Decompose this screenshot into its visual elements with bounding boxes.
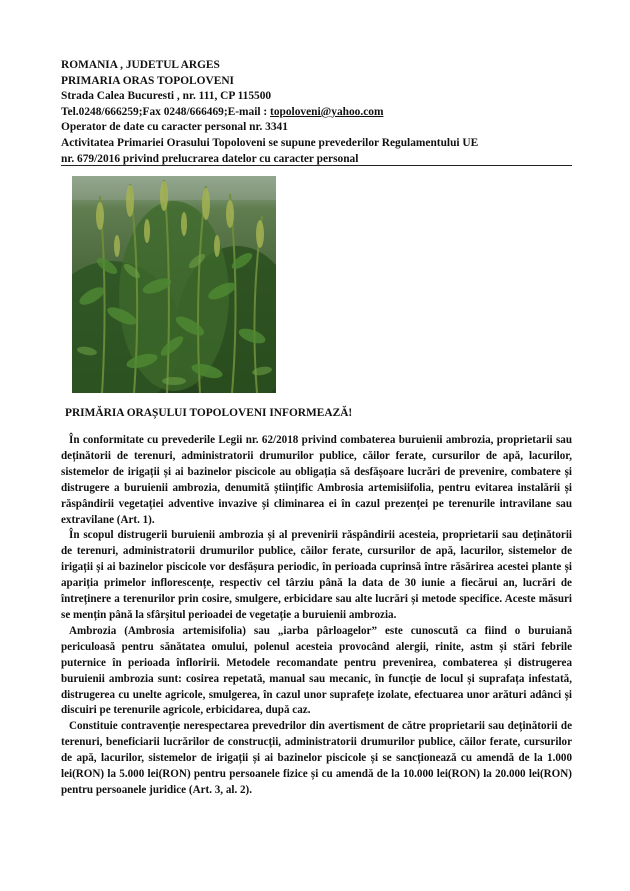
header-contact — [61, 105, 576, 121]
header-divider — [61, 165, 572, 166]
header-gdpr-line2: nr. 679/2016 privind prelucrarea datelor cu caracter personal — [61, 152, 359, 165]
header-institution: PRIMARIA ORAS TOPOLOVENI — [61, 74, 234, 87]
notice-paragraph: Constituie contravenție nerespectarea prevedrilor din avertisment de către proprietarii sau deținătorii de terenuri, beneficiarii lucrărilor de construcții, administratorii drumurilor publice, căilor ferate, cursurilor de apă, lacurilor, sistemelor de irigații și ai bazinelor piscicole și se sancționează cu amendă de la 1.000 lei(RON) la 5.000 lei(RON) pentru persoanele fizice și cu amendă de la 10.000 lei(RON) la 20.000 lei(RON) pentru persoanele juridice (Art. 3, al. 2). — [61, 720, 572, 796]
header-address: Strada Calea Bucuresti , nr. 111, CP 115500 — [61, 90, 272, 103]
notice-paragraph: În conformitate cu prevederile Legii nr. 62/2018 privind combaterea buruienii ambrozia, proprietarii sau deținătorii de terenuri, administratorii drumurilor publice, căilor ferate, cursurilor de apă, lacurilor, sistemelor de irigații și ai bazinelor piscicole au obligația să desfășoare lucrări de prevenire, combatere și distrugere a buruienii ambrozia, denumită științific Ambrosia artemisiifolia, pentru evitarea instalării și răspândirii vegetației adventive invazive și climinarea ei în cazul prezenței pe terenurile intravilane sau extravilane (Art. 1). — [61, 434, 572, 526]
ambrosia-plant-photo — [72, 176, 276, 393]
header-operator: Operator de date cu caracter personal nr. 3341 — [61, 121, 288, 134]
header-email-link[interactable]: topoloveni@yahoo.com — [270, 105, 384, 118]
header-county: ROMANIA , JUDETUL ARGES — [61, 59, 220, 71]
notice-paragraph: Ambrozia (Ambrosia artemisifolia) sau „iarba pârloagelor” este cunoscută ca fiind o buruiană periculoasă pentru sănătatea omului, polenul acesteia provocând alergii, rinite, astm și stări febrile puternice în perioada înfloririi. Metodele recomandate pentru prevenirea, combaterea și distrugerea buruienii ambrozia sunt: cosirea repetată, manual sau mecanic, în funcție de locul și suprafața infestată, distrugerea cu unelte agricole, smulgerea, în cazul unor suprafețe izolate, efectuarea unor arături adânci și discuiri pe terenurile agricole, erbicidarea, după caz. — [61, 624, 572, 717]
letterhead — [61, 58, 576, 167]
header-gdpr-line1: Activitatea Primariei Orasului Topoloveni se supune prevederilor Regulamentului UE — [61, 136, 479, 149]
header-phone-fax: Tel.0248/666259;Fax 0248/666469;E-mail : — [61, 105, 271, 118]
announcement-title: PRIMĂRIA ORAȘULUI TOPOLOVENI INFORMEAZĂ! — [65, 407, 353, 419]
notice-body — [61, 433, 572, 799]
notice-paragraph: În scopul distrugerii buruienii ambrozia și al prevenirii răspândirii acesteia, proprietarii sau deținătorii de terenuri, administratorii drumurilor publice, căilor ferate, cursurilor de apă, lacurilor, sistemelor de irigații și ai bazinelor piscicole vor desfășura periodic, în perioada cuprinsă între răsărirea acestei plante și apariția primelor inflorescențe, respectiv cel târziu până la data de 30 iunie a fiecărui an, lucrări de întreținere a terenurilor prin cosire, smulgere, erbicidare sau alte lucrări și metode specifice. Aceste măsuri se mențin până la sfârșitul perioadei de vegetație a buruienii ambrozia. — [61, 529, 572, 621]
